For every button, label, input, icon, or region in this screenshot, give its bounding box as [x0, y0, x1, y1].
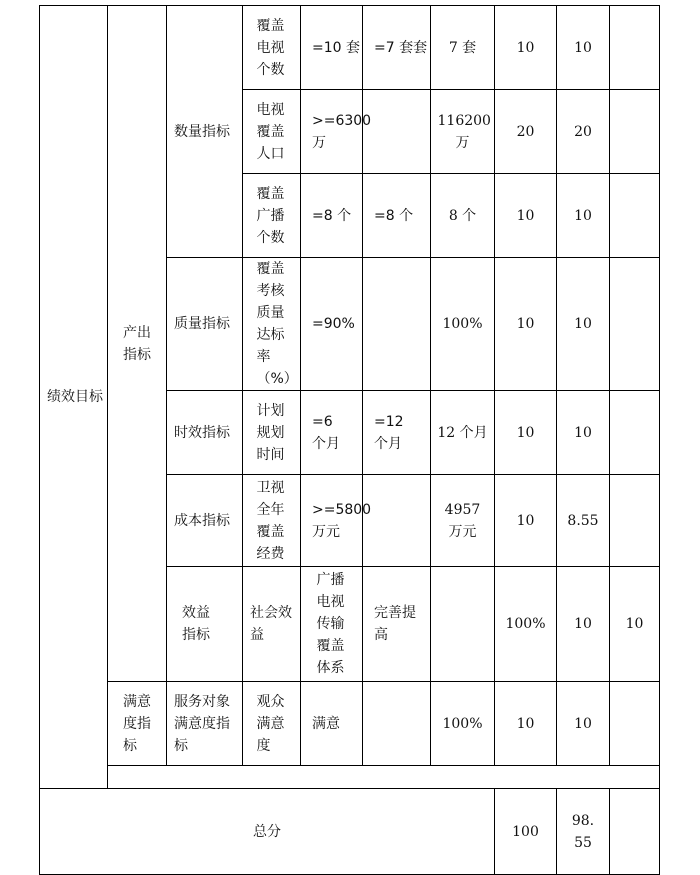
target-cell: =10 套	[301, 6, 363, 90]
weight-cell: 10	[495, 258, 557, 391]
plan-cell	[363, 475, 431, 567]
indicator-cell: 覆盖考核质量达标率（%）	[243, 258, 301, 391]
weight-cell: 10	[495, 682, 557, 766]
blank-cell	[108, 766, 660, 789]
score-cell: 10	[557, 391, 610, 475]
note-cell	[610, 174, 660, 258]
score-cell: 10	[557, 258, 610, 391]
blank-row	[40, 766, 660, 789]
actual-cell: 12 个月	[431, 391, 495, 475]
total-score-cell: 98.55	[557, 789, 610, 875]
subgroup-service-cell: 服务对象满意度指标	[167, 682, 243, 766]
subgroup-quantity-cell: 数量指标	[167, 6, 243, 258]
actual-cell: 100%	[431, 258, 495, 391]
actual-cell: 100%	[431, 682, 495, 766]
note-cell	[610, 475, 660, 567]
table-row	[40, 682, 660, 766]
target-cell: 满意	[301, 682, 363, 766]
group-benefit-cell: 效益指标	[167, 567, 243, 682]
target-cell: 完善提高	[363, 567, 431, 682]
subgroup-social-cell: 社会效益	[243, 567, 301, 682]
target-cell: =6 个月	[301, 391, 363, 475]
weight-cell: 10	[495, 6, 557, 90]
target-cell: =8 个	[301, 174, 363, 258]
target-cell: =90%	[301, 258, 363, 391]
score-cell: 8.55	[557, 475, 610, 567]
subgroup-timeliness-cell: 时效指标	[167, 391, 243, 475]
score-cell: 10	[610, 567, 660, 682]
note-cell	[610, 391, 660, 475]
weight-cell: 10	[495, 391, 557, 475]
indicator-cell: 观众满意度	[243, 682, 301, 766]
total-row	[40, 789, 660, 875]
indicator-cell: 广播电视传输覆盖体系	[301, 567, 363, 682]
note-cell	[610, 6, 660, 90]
total-label-cell: 总分	[40, 789, 495, 875]
plan-cell: =12 个月	[363, 391, 431, 475]
actual-cell: 4957 万元	[431, 475, 495, 567]
total-weight-cell: 100	[495, 789, 557, 875]
indicator-cell: 卫视全年覆盖经费	[243, 475, 301, 567]
subgroup-quality-cell: 质量指标	[167, 258, 243, 391]
plan-cell: =7 套套	[363, 6, 431, 90]
subgroup-cost-cell: 成本指标	[167, 475, 243, 567]
weight-cell: 10	[495, 475, 557, 567]
actual-cell: 100%	[495, 567, 557, 682]
actual-cell: 116200 万	[431, 90, 495, 174]
note-cell	[610, 90, 660, 174]
performance-table	[39, 5, 660, 875]
indicator-cell: 覆盖广播个数	[243, 174, 301, 258]
plan-cell	[431, 567, 495, 682]
score-cell: 10	[557, 174, 610, 258]
total-note-cell	[610, 789, 660, 875]
score-cell: 10	[557, 682, 610, 766]
score-cell: 10	[557, 6, 610, 90]
weight-cell: 10	[557, 567, 610, 682]
group-satisfaction-cell: 满意度指标	[108, 682, 167, 766]
note-cell	[610, 258, 660, 391]
indicator-cell: 电视覆盖人口	[243, 90, 301, 174]
group-output-cell: 产出指标	[108, 6, 167, 682]
table-row	[40, 6, 660, 90]
target-cell: >=6300 万	[301, 90, 363, 174]
indicator-cell: 覆盖电视个数	[243, 6, 301, 90]
goal-cell: 绩效目标	[40, 6, 108, 789]
indicator-cell: 计划规划时间	[243, 391, 301, 475]
target-cell: >=5800 万元	[301, 475, 363, 567]
score-cell: 20	[557, 90, 610, 174]
weight-cell: 20	[495, 90, 557, 174]
actual-cell: 8 个	[431, 174, 495, 258]
actual-cell: 7 套	[431, 6, 495, 90]
plan-cell: =8 个	[363, 174, 431, 258]
note-cell	[610, 682, 660, 766]
plan-cell	[363, 682, 431, 766]
plan-cell	[363, 90, 431, 174]
weight-cell: 10	[495, 174, 557, 258]
plan-cell	[363, 258, 431, 391]
